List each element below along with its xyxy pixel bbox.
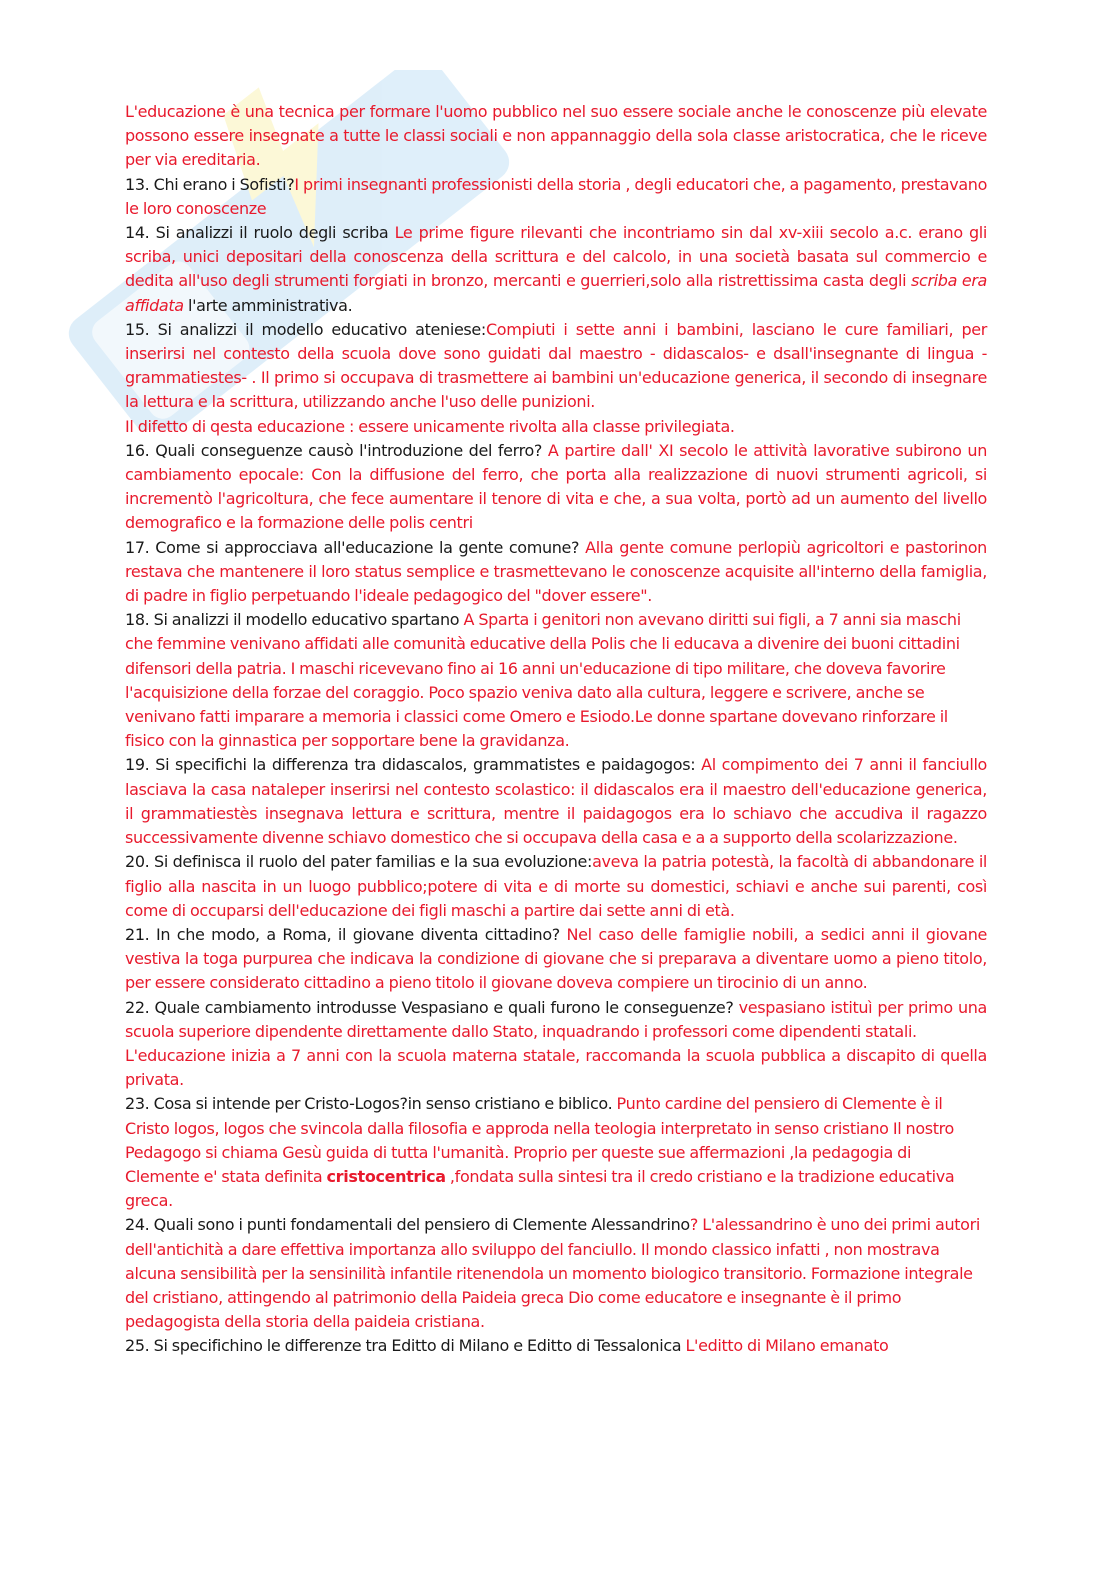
answer-15-text: Compiuti i sette anni i bambini, lasciano le cure familiari, per inserirsi nel contesto della scuola dove sono guidati dal maestro - didascalos- e dsall'insegnante di lingua - grammatiestes- . Il primo si occupava di trasmettere ai bambini un'educazione generica, il secondo di insegnare la lettura e la scrittura, utilizzando anche l'uso delle punizioni. (125, 319, 987, 412)
answer-23-text: Punto cardine del pensiero di Clemente è il Cristo logos, logos che svincola dalla filosofia e approda nella teologia interpretato in senso cristiano Il nostro Pedagogo si chiama Gesù guida di tutta l'umanità. Proprio per queste sue affermazioni ,la pedagogia di Clemente e' stata definita (125, 1094, 954, 1186)
answer-16-text: A partire dall' XI secolo le attività lavorative subirono un cambiamento epocale: Con la diffusione del ferro, che porta alla realizzazione di nuovi strumenti agricoli, si incrementò l'agricoltura, che fece aumentare il tenore di vita e che, a sua volta, portò ad un aumento del livello demografico e la formazione delle polis centri (125, 440, 987, 533)
answer-14-end: . (347, 295, 353, 315)
answer-14-italic: scriba era affidata (125, 271, 987, 315)
question-23 (125, 1092, 987, 1213)
question-20 (125, 850, 987, 923)
document-page (125, 100, 987, 1359)
question-21 (125, 923, 987, 996)
question-24-text: 24. Quali sono i punti fondamentali del pensiero di Clemente Alessandrino (125, 1215, 690, 1235)
intro-paragraph (125, 100, 987, 173)
answer-15-defect: Il difetto di qesta educazione : essere unicamente rivolta alla classe privilegiata. (125, 416, 735, 436)
answer-18-text: A Sparta i genitori non avevano diritti sui figli, a 7 anni sia maschi che femmine venivano affidati alle comunità educative della Polis che li educava a divenire dei buoni cittadini difensori della patria. I maschi ricevevano fino ai 16 anni un'educazione di tipo militare, che doveva favorire l'acquisizione della forzae del coraggio. Poco spazio veniva dato alla cultura, leggere e scrivere, anche se venivano fatti imparare a memoria i classici come Omero e Esiodo.Le donne spartane dovevano rinforzare il fisico con la ginnastica per sopportare bene la gravidanza. (125, 610, 961, 751)
question-24 (125, 1213, 987, 1334)
answer-17-text: Alla gente comune perlopiù agricoltori e pastorinon restava che mantenere il loro status semplice e trasmettevano le conoscenze acquisite all'interno della famiglia, di padre in figlio perpetuando l'ideale pedagogico del "dover essere". (125, 537, 987, 606)
question-15-defect (125, 415, 987, 439)
question-16-text: 16. Quali conseguenze causò l'introduzione del ferro? (125, 440, 548, 460)
question-18 (125, 608, 987, 753)
answer-23-bold: cristocentrica (326, 1166, 446, 1186)
question-14 (125, 221, 987, 318)
answer-14-text: Le prime figure rilevanti che incontriamo sin dal xv-xiii secolo a.c. erano gli scriba, unici depositari della conoscenza della scrittura e del calcolo, in una società basata sul commercio e dedita all'uso degli strumenti forgiati in bronzo, mercanti e guerrieri,solo alla ristrettissima casta degli (125, 223, 988, 291)
answer-23-tail: ,fondata sulla sintesi tra il credo cristiano e la tradizione educativa greca. (125, 1166, 955, 1211)
question-13-text: 13. Chi erano i Sofisti? (125, 174, 295, 194)
question-20-text: 20. Si definisca il ruolo del pater familias e la sua evoluzione: (125, 852, 593, 872)
answer-22-cont: L'educazione inizia a 7 anni con la scuola materna statale, raccomanda la scuola pubblica a discapito di quella privata. (125, 1045, 987, 1090)
answer-22-text: vespasiano istituì per primo una scuola superiore dipendente direttamente dallo Stato, inquadrando i professori come dipendenti statali. (125, 997, 987, 1041)
question-23-text: 23. Cosa si intende per Cristo-Logos?in senso cristiano e biblico. (125, 1094, 617, 1114)
question-22-text: 22. Quale cambiamento introdusse Vespasiano e quali furono le conseguenze? (125, 997, 739, 1017)
question-15-text: 15. Si analizzi il modello educativo ateniese: (125, 319, 486, 339)
answer-21-text: Nel caso delle famiglie nobili, a sedici anni il giovane vestiva la toga purpurea che indicava la condizione di giovane che si preparava a diventare uomo a pieno titolo, per essere considerato cittadino a pieno titolo il giovane doveva compiere un tirocinio di un anno. (125, 924, 987, 993)
question-19-text: 19. Si specifichi la differenza tra didascalos, grammatistes e paidagogos: (125, 755, 702, 775)
answer-13-text: I primi insegnanti professionisti della storia , degli educatori che, a pagamento, prestavano le loro conoscenze (125, 174, 988, 218)
question-25-text: 25. Si specifichino le differenze tra Editto di Milano e Editto di Tessalonica (125, 1336, 686, 1356)
question-13 (125, 173, 987, 221)
question-19 (125, 753, 987, 850)
answer-24-text: ? L'alessandrino è uno dei primi autori dell'antichità a dare effettiva importanza allo sviluppo del fanciullo. Il mondo classico infatti , non mostrava alcuna sensibilità per la sensinilità infantile ritenendola un momento biologico transitorio. Formazione integrale del cristiano, attingendo al patrimonio della Paideia greca Dio come educatore e insegnante è il primo pedagogista della storia della paideia cristiana. (125, 1215, 980, 1332)
answer-20-text: aveva la patria potestà, la facoltà di abbandonare il figlio alla nascita in un luogo pubblico;potere di vita e di morte su domestici, schiavi e anche sui parenti, così come di occuparsi dell'educazione dei figli maschi a partire dai sette anni di età. (125, 852, 988, 920)
question-16 (125, 439, 987, 536)
question-22 (125, 996, 987, 1044)
question-22-cont (125, 1044, 987, 1092)
answer-14-tail: l'arte amministrativa (183, 295, 348, 315)
question-25 (125, 1334, 987, 1358)
question-14-text: 14. Si analizzi il ruolo degli scriba (125, 223, 395, 243)
question-18-text: 18. Si analizzi il modello educativo spartano (125, 610, 464, 630)
intro-answer: L'educazione è una tecnica per formare l'uomo pubblico nel suo essere sociale anche le conoscenze più elevate possono essere insegnate a tutte le classi sociali e non appannaggio della sola classe aristocratica, che le riceve per via ereditaria. (125, 102, 987, 170)
question-17 (125, 536, 987, 609)
question-17-text: 17. Come si approcciava all'educazione la gente comune? (125, 537, 586, 557)
question-15 (125, 318, 987, 415)
answer-19-text: Al compimento dei 7 anni il fanciullo lasciava la casa nataleper inserirsi nel contesto scolastico: il didascalos era il maestro dell'educazione generica, il grammatiestès insegnava lettura e scrittura, mentre il paidagogos era lo schiavo che accudiva il ragazzo successivamente divenne schiavo domestico che si occupava della casa e a a supporto della scolarizzazione. (125, 755, 987, 848)
question-21-text: 21. In che modo, a Roma, il giovane diventa cittadino? (125, 924, 567, 944)
answer-25-text: L'editto di Milano emanato (685, 1336, 889, 1356)
